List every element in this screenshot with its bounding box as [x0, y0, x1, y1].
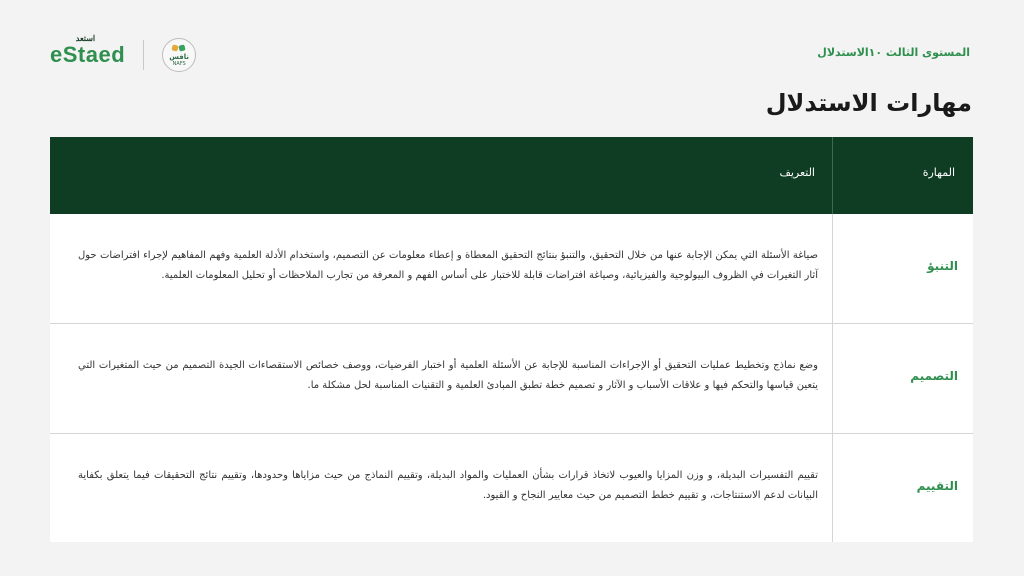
table-row	[50, 434, 973, 543]
level-label: المستوى الثالث ١٠الاستدلال	[817, 46, 970, 59]
table-row	[50, 324, 973, 434]
skills-table	[50, 137, 973, 542]
nafs-logo	[162, 38, 196, 72]
skill-definition: تقييم التفسيرات البديلة، و وزن المزايا والعيوب لاتخاذ قرارات بشأن العمليات والمواد البديلة، وتقييم النماذج من حيث مزاياها وحدودها، وتقييم نتائج التحقيقات فيما يتعلق بكفاية البيانات لدعم الاستنتاجات، و تقييم خطط التصميم من حيث معايير النجاح و القيود.	[78, 470, 818, 501]
header-divider	[832, 137, 833, 214]
skill-name: التنبؤ	[927, 259, 958, 273]
skill-definition: وضع نماذج وتخطيط عمليات التحقيق أو الإجراءات المناسبة للإجابة عن الأسئلة العلمية أو اختبار الفرضيات، ووصف خصائص الاستقصاءات الجيدة التصميم من حيث المتغيرات التي يتعين قياسها والتحكم فيها و علاقات الأسباب و الآثار و تصميم خطة تطبق المبادئ العلمية و التقنيات المناسبة لحل مشكلة ما.	[78, 360, 818, 391]
logo-divider	[143, 40, 144, 70]
page-title: مهارات الاستدلال	[765, 89, 972, 117]
skill-name: التصميم	[910, 369, 958, 383]
header-skill: المهارة	[922, 166, 955, 179]
table-row	[50, 214, 973, 324]
nafs-logo-shape-orange	[171, 44, 178, 51]
nafs-logo-english: NAFS	[172, 61, 186, 67]
header-definition: التعريف	[779, 166, 815, 179]
estaed-logo-arabic: استعد	[75, 34, 96, 43]
nafs-logo-shape-green	[178, 44, 185, 51]
skill-name: التقييم	[916, 479, 958, 493]
logo-group	[50, 34, 196, 72]
nafs-logo-arabic: نافس	[169, 53, 190, 61]
table-header	[50, 137, 973, 214]
skill-definition: صياغة الأسئلة التي يمكن الإجابة عنها من خلال التحقيق، والتنبؤ بنتائج التحقيق المعطاة و إعطاء معلومات عن التصميم، واستخدام الأدلة العلمية وفهم المفاهيم لإجراء افتراضات حول آثار التغيرات في الظروف البيولوجية والفيزيائية، وصياغة افتراضات قابلة للاختبار على أساس الفهم و المعرفة من تجارب الملاحظات أو تحليل المعلومات العلمية.	[78, 250, 818, 281]
estaed-logo-text: eStaed	[50, 42, 126, 67]
estaed-logo	[50, 34, 126, 67]
